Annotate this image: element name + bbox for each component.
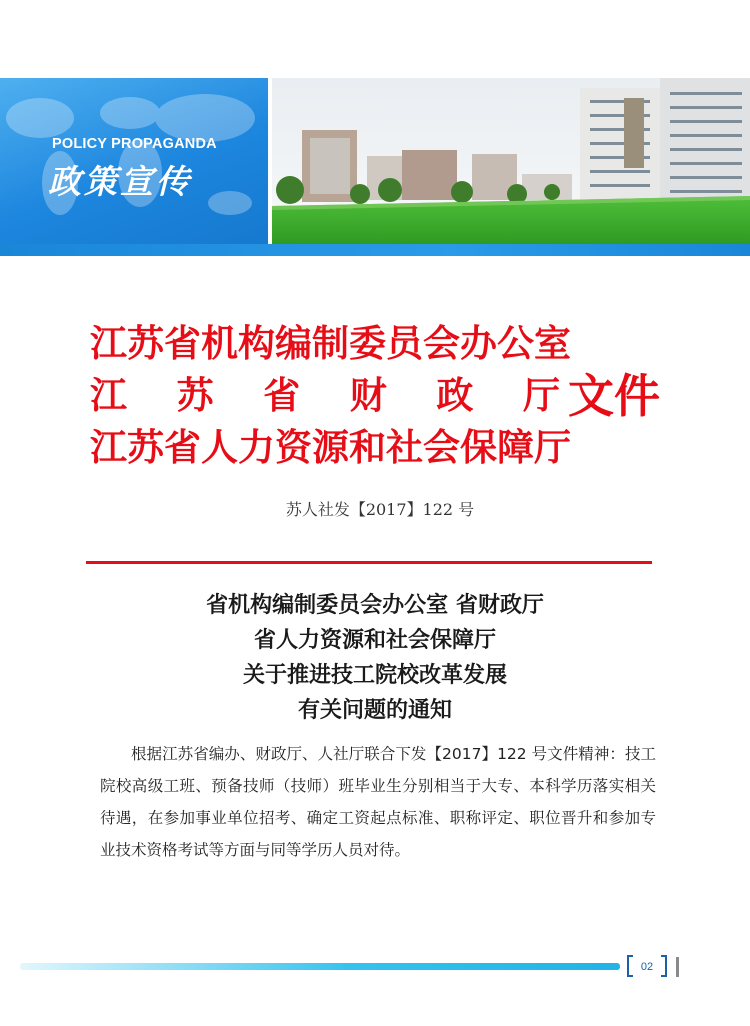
issuer-line-2 [90, 370, 560, 420]
issuer-line-1: 江苏省机构编制委员会办公室 [90, 321, 571, 365]
bracket-right-icon [661, 955, 667, 977]
banner-blue-stripe [0, 244, 750, 256]
page-number [627, 955, 667, 979]
red-divider [86, 561, 652, 564]
notice-title [0, 588, 750, 728]
issuer-char: 江 [90, 373, 127, 417]
bracket-left-icon [627, 955, 633, 977]
header-banner [0, 78, 750, 244]
banner-title-panel [0, 78, 268, 244]
notice-title-line: 关于推进技工院校改革发展 [242, 662, 507, 688]
document-suffix: 文件 [568, 369, 660, 423]
issuer-char: 苏 [176, 373, 214, 417]
banner-chinese-title: 政策宣传 [48, 162, 192, 201]
notice-title-line: 有关问题的通知 [297, 697, 452, 723]
issuer-char: 省 [263, 373, 301, 417]
document-number: 苏人社发【2017】122 号 [285, 500, 475, 519]
campus-photo [272, 78, 750, 244]
page-number-text: 02 [640, 961, 654, 973]
notice-title-line: 省人力资源和社会保障厅 [253, 627, 496, 653]
footer-cyan-line [20, 963, 620, 970]
page-marker-bar [676, 957, 679, 977]
notice-title-line: 省机构编制委员会办公室 省财政厅 [206, 592, 544, 618]
issuer-char: 政 [436, 373, 474, 417]
issuing-authorities [90, 318, 660, 478]
notice-body: 根据江苏省编办、财政厅、人社厅联合下发【2017】122 号文件精神：技工院校高级工班、预备技师（技师）班毕业生分别相当于大专、本科学历落实相关待遇，在参加事业单位招考、确定工资起点标准、职称评定、职位晋升和参加专业技术资格考试等方面与同等学历人员对待。 [100, 745, 656, 859]
issuer-char: 厅 [522, 373, 560, 417]
issuer-line-3: 江苏省人力资源和社会保障厅 [90, 425, 571, 469]
banner-english-title: POLICY PROPAGANDA [52, 136, 217, 152]
campus-photo-graphic [272, 78, 750, 244]
issuer-char: 财 [349, 373, 387, 417]
